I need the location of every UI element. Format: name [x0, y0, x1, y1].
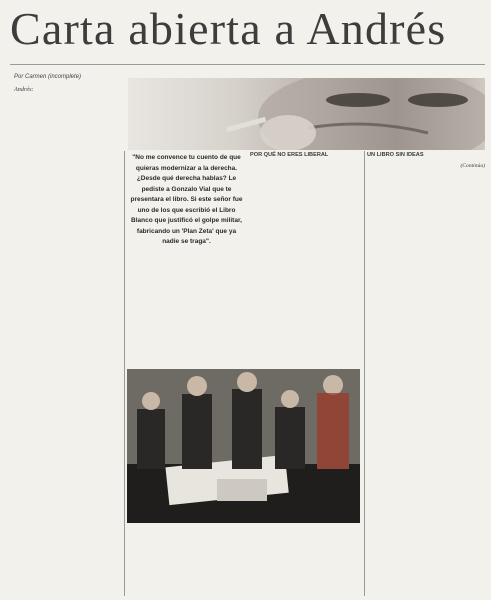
column-4	[367, 151, 485, 596]
column-rule-1	[124, 151, 125, 596]
meeting-illustration	[127, 369, 360, 523]
subhead-liberal: POR QUÉ NO ERES LIBERAL	[250, 152, 329, 158]
pull-quote: "No me convence tu cuento de que quieras modernizar a la derecha. ¿Desde qué derecha hablas? Le pediste a Gonzalo Vial que te presentara el libro. Si este señor fue uno de los que escribió el Libro Blanco que justificó el golpe militar, fabricando un 'Plan Zeta' que ya nadie se traga".	[130, 154, 243, 245]
continues: (Continúa)	[460, 163, 485, 169]
byline: Por Carmen (incomplete)	[14, 74, 82, 80]
greeting: Andrés:	[14, 86, 34, 93]
column-1	[14, 86, 122, 596]
photo-meeting	[127, 369, 360, 523]
face-closeup-illustration	[128, 78, 485, 150]
column-3-top	[250, 151, 363, 367]
column-rule-2	[364, 151, 365, 596]
headline-rule	[10, 64, 485, 65]
subhead-libro: UN LIBRO SIN IDEAS	[367, 152, 424, 158]
headline: Carta abierta a Andrés	[10, 3, 447, 54]
photo-face-closeup	[128, 78, 485, 150]
